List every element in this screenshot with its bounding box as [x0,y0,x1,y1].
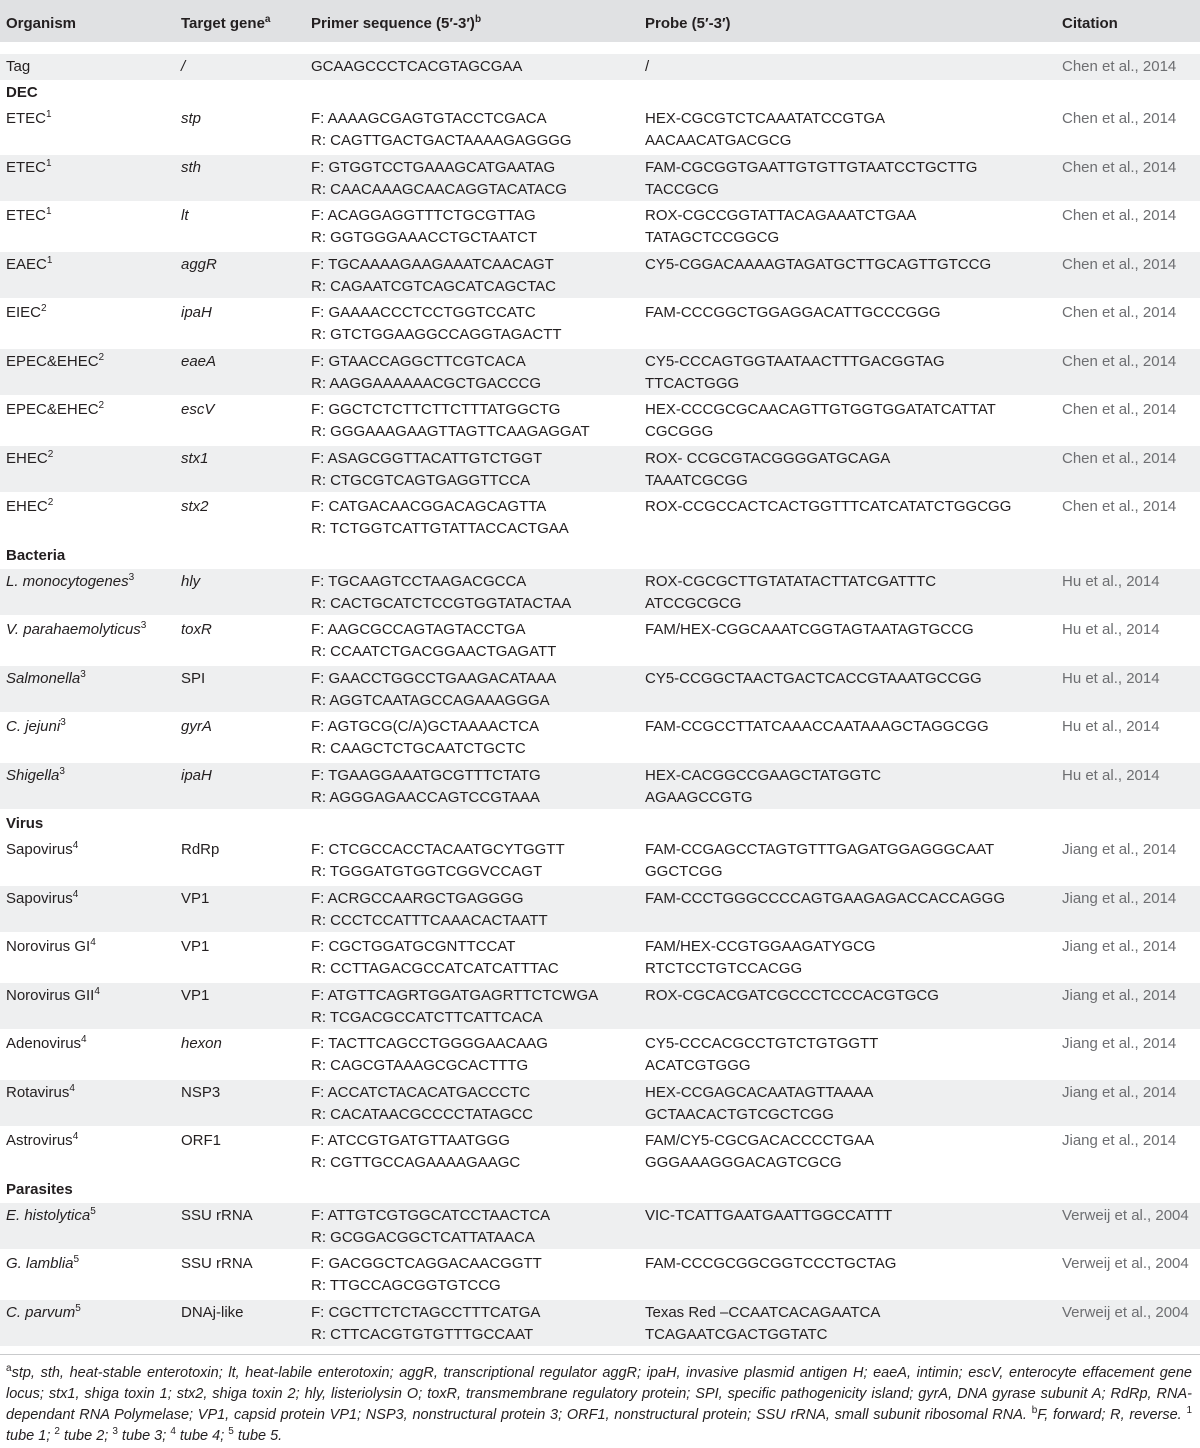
organism-cell: Norovirus GII$^4$ [6,985,100,1004]
primer-cell: F: ASAGCGGTTACATTGTCTGGT R: CTGCGTCAGTGAGGTTCCA [311,449,543,489]
table-row-tag [0,54,1200,80]
gene-cell: / [181,58,186,75]
table-row [0,155,1200,201]
probe-cell: ROX- CCGCGTACGGGGATGCAGA TAAATCGCGG [645,449,891,489]
primer-cell: GCAAGCCCTCACGTAGCGAA [311,58,523,75]
probe-cell: FAM/HEX-CGGCAAATCGGTAGTAATAGTGCCG [645,621,974,638]
table-row [0,983,1200,1029]
probe-cell: / [645,58,650,75]
organism-cell: Rotavirus$^4$ [6,1082,75,1101]
probe-cell: FAM-CCGCCTTATCAAACCAATAAAGCTAGGCGG [645,718,989,735]
gene-cell: SSU rRNA [181,1206,253,1224]
gene-cell: stx2 [181,498,209,515]
primer-cell: F: AGTGCG(C/A)GCTAAAACTCA R: CAAGCTCTGCAATCTGCTC [311,718,540,757]
organism-cell: L. monocytogenes$^3$ [6,571,135,590]
citation-cell: Chen et al., 2014 [1062,255,1177,273]
citation-cell: Jiang et al., 2014 [1062,986,1177,1004]
table-row [0,349,1200,395]
header-primer: Primer sequence $(5'-3')^b$ [311,14,482,32]
primer-cell: F: CATGACAACGGACAGCAGTTA R: TCTGGTCATTGTATTACCACTGAA [311,498,569,537]
table-row [0,714,1200,760]
primer-cell: F: ATCCGTGATGTTAATGGG R: CGTTGCCAGAAAAGAAGC [311,1132,521,1171]
citation-cell: Chen et al., 2014 [1062,498,1177,515]
primer-cell: F: AAAAGCGAGTGTACCTCGACA R: CAGTTGACTGACTAAAAGAGGGG [311,110,572,149]
probe-cell: ROX-CGCCGGTATTACAGAAATCTGAA TATAGCTCCGGCG [645,207,917,246]
probe-cell: FAM-CCCGGCTGGAGGACATTGCCCGGG [645,304,941,321]
primer-cell: F: ATGTTCAGRTGGATGAGRTTCTCWGA R: TCGACGCCATCTTCATTCACA [311,986,599,1026]
probe-cell: FAM/CY5-CGCGACACCCCTGAA GGGAAAGGGACAGTCGCG [645,1132,875,1171]
section-label: Bacteria [6,546,66,564]
header-organism: Organism [6,15,77,32]
organism-cell: ETEC$^1$ [6,206,52,224]
gene-cell: gyrA [181,718,212,735]
table-row [0,837,1200,883]
gene-cell: SSU rRNA [181,1255,253,1272]
organism-cell: Tag [6,58,31,75]
table-row [0,617,1200,663]
table-row [0,886,1200,932]
probe-cell: CY5-CGGACAAAAGTAGATGCTTGCAGTTGTCCG [645,255,992,273]
probe-cell: HEX-CCGAGCACAATAGTTAAAA GCTAACACTGTCGCTCGG [645,1083,874,1123]
primer-cell: F: ACRGCCAARGCTGAGGGG R: CCCTCCATTTCAAACACTAATT [311,889,548,929]
table-row [0,1203,1200,1249]
organism-cell: Sapovirus$^4$ [6,840,79,858]
probe-cell: VIC-TCATTGAATGAATTGGCCATTT [645,1206,893,1224]
table-footnote: $^a$stp, sth, heat-stable enterotoxin; lt, heat-labile enterotoxin; aggR, transcriptional regulator aggR; ipaH, invasive plasmid antigen H; eaeA, intimin; escV, enterocyte effacement gene locus; stx1, shiga toxin 1; stx2, shiga toxin 2; hly, listeriolysin O; toxR, transmembrane regulatory protein; SPI, specific pathogenicity island; gyrA, DNA gyrase subunit A; RdRp, RNA-dependant RNA Polymelase; VP1, capsid protein VP1; NSP3, nonstructural protein 3; ORF1, nonstructural protein; SSU rRNA, small subunit ribosomal RNA. $^b$F, forward; R, reverse. $^1$ tube 1; $^2$ tube 2; $^3$ tube 3; $^4$ tube 4; $^5$ tube 5. [6,1363,1192,1447]
probe-cell: CY5-CCCACGCCTGTCTGTGGTT ACATCGTGGG [645,1035,879,1074]
table-row [0,446,1200,492]
probe-cell: FAM-CCCGCGGCGGTCCCTGCTAG [645,1255,897,1272]
primer-cell: F: GTAACCAGGCTTCGTCACA R: AAGGAAAAAACGCTGACCCG [311,352,542,392]
citation-cell: Chen et al., 2014 [1062,352,1177,370]
primer-cell: F: TGCAAGTCCTAAGACGCCA R: CACTGCATCTCCGTGGTATACTAA [311,572,572,612]
citation-cell: Jiang et al., 2014 [1062,938,1177,955]
citation-cell: Chen et al., 2014 [1062,110,1177,127]
citation-cell: Hu et al., 2014 [1062,621,1160,638]
gene-cell: NSP3 [181,1083,221,1101]
primer-cell: F: GAACCTGGCCTGAAGACATAAA R: AGGTCAATAGCCAGAAAGGGA [311,669,557,709]
organism-cell: ETEC$^1$ [6,157,52,176]
probe-cell: CY5-CCCAGTGGTAATAACTTTGACGGTAG TTCACTGGG [645,352,945,392]
gene-cell: eaeA [181,352,217,370]
primer-cell: F: ACCATCTACACATGACCCTC R: CACATAACGCCCCTATAGCC [311,1083,533,1123]
organism-cell: EAEC$^1$ [6,254,53,273]
primer-cell: F: CTCGCCACCTACAATGCYTGGTT R: TGGGATGTGGTCGGVCCAGT [311,841,565,880]
organism-cell: EHEC$^2$ [6,497,54,515]
probe-cell: FAM-CGCGGTGAATTGTGTTGTAATCCTGCTTG TACCGCG [645,158,978,198]
gene-cell: sth [181,158,202,176]
header-target-gene: Target gene$^a$ [181,14,271,32]
primer-cell: F: CGCTTCTCTAGCCTTTCATGA R: CTTCACGTGTGTTTGCCAAT [311,1303,541,1343]
probe-cell: HEX-CACGGCCGAAGCTATGGTC AGAAGCCGTG [645,766,882,806]
table-row [0,763,1200,809]
organism-cell: EPEC&EHEC$^2$ [6,400,105,418]
organism-cell: Astrovirus$^4$ [6,1131,79,1149]
organism-cell: EIEC$^2$ [6,303,47,321]
table-row [0,494,1200,540]
citation-cell: Jiang et al., 2014 [1062,1132,1177,1149]
section-header-dec [0,80,1200,106]
organism-cell: ETEC$^1$ [6,109,52,127]
citation-cell: Verweij et al., 2004 [1062,1303,1189,1321]
table-row [0,300,1200,346]
citation-cell: Chen et al., 2014 [1062,158,1177,176]
gene-cell: toxR [181,621,212,638]
primer-cell: F: GTGGTCCTGAAAGCATGAATAG R: CAACAAAGCAACAGGTACATACG [311,158,567,198]
probe-cell: HEX-CCCGCGCAACAGTTGTGGTGGATATCATTAT CGCGGG [645,401,996,440]
primer-cell: F: GACGGCTCAGGACAACGGTT R: TTGCCAGCGGTGTCCG [311,1255,542,1294]
table-row [0,203,1200,249]
organism-cell: Shigella$^3$ [6,765,65,784]
primer-cell: F: GGCTCTCTTCTTCTTTATGGCTG R: GGGAAAGAAGTTAGTTCAAGAGGAT [311,401,590,440]
organism-cell: E. histolytica$^5$ [6,1205,96,1224]
primer-cell: F: CGCTGGATGCGNTTCCAT R: CCTTAGACGCCATCATCATTTAC [311,938,559,977]
citation-cell: Hu et al., 2014 [1062,766,1160,784]
section-header-bacteria [0,543,1200,569]
gene-cell: hexon [181,1035,222,1052]
citation-cell: Jiang et al., 2014 [1062,1035,1177,1052]
table-row [0,569,1200,615]
table-row [0,252,1200,298]
table-row [0,934,1200,980]
table-row [0,1031,1200,1077]
citation-cell: Hu et al., 2014 [1062,572,1160,590]
organism-cell: EHEC$^2$ [6,448,54,467]
gene-cell: lt [181,207,189,224]
gene-cell: DNAj-like [181,1303,244,1321]
footnote-divider [0,1354,1200,1355]
table-row [0,666,1200,712]
probe-cell: ROX-CGCACGATCGCCCTCCCACGTGCG [645,986,939,1004]
organism-cell: EPEC&EHEC$^2$ [6,351,105,370]
citation-cell: Hu et al., 2014 [1062,718,1160,735]
gene-cell: stp [181,110,202,127]
gene-cell: stx1 [181,449,209,467]
primer-cell: F: TACTTCAGCCTGGGGAACAAG R: CAGCGTAAAGCGCACTTTG [311,1035,548,1074]
table-row [0,1251,1200,1297]
organism-cell: C. jejuni$^3$ [6,717,66,735]
gene-cell: VP1 [181,889,210,907]
citation-cell: Jiang et al., 2014 [1062,889,1177,907]
gene-cell: hly [181,572,201,590]
section-label: Parasites [6,1180,73,1198]
table-row [0,1128,1200,1174]
probe-cell: Texas Red –CCAATCACAGAATCA TCAGAATCGACTGGTATC [645,1303,881,1343]
gene-cell: ipaH [181,304,212,321]
table-row [0,397,1200,443]
gene-cell: escV [181,401,215,418]
gene-cell: VP1 [181,938,210,955]
organism-cell: Salmonella$^3$ [6,668,86,687]
section-label: Virus [6,815,44,832]
probe-cell: ROX-CGCGCTTGTATATACTTATCGATTTC ATCCGCGCG [645,572,937,612]
citation-cell: Verweij et al., 2004 [1062,1206,1189,1224]
probe-cell: FAM-CCGAGCCTAGTGTTTGAGATGGAGGGCAAT GGCTCGG [645,841,995,880]
primer-cell: F: ATTGTCGTGGCATCCTAACTCA R: GCGGACGGCTCATTATAACA [311,1206,551,1246]
organism-cell: C. parvum$^5$ [6,1302,81,1321]
header-citation: Citation [1062,15,1118,32]
primer-cell: F: TGAAGGAAATGCGTTTCTATG R: AGGGAGAACCAGTCCGTAAA [311,766,541,806]
gene-cell: VP1 [181,986,210,1004]
table-row [0,1080,1200,1126]
gene-cell: ipaH [181,766,212,784]
citation-cell: Jiang et al., 2014 [1062,841,1177,858]
gene-cell: ORF1 [181,1132,222,1149]
table-row [0,106,1200,152]
organism-cell: G. lamblia$^5$ [6,1254,80,1272]
citation-cell: Chen et al., 2014 [1062,449,1177,467]
table-header [0,0,1200,42]
gene-cell: aggR [181,255,217,273]
citation-cell: Chen et al., 2014 [1062,401,1177,418]
table-row [0,1300,1200,1346]
organism-cell: Sapovirus$^4$ [6,888,79,907]
section-header-virus [0,811,1200,837]
gene-cell: SPI [181,669,206,687]
citation-cell: Chen et al., 2014 [1062,207,1177,224]
probe-cell: CY5-CCGGCTAACTGACTCACCGTAAATGCCGG [645,669,982,687]
section-header-parasites [0,1177,1200,1203]
primer-cell: F: GAAAACCCTCCTGGTCCATC R: GTCTGGAAGGCCAGGTAGACTT [311,304,562,343]
probe-cell: HEX-CGCGTCTCAAATATCCGTGA AACAACATGACGCG [645,110,885,149]
citation-cell: Chen et al., 2014 [1062,58,1177,75]
citation-cell: Hu et al., 2014 [1062,669,1160,687]
primer-cell: F: TGCAAAAGAAGAAATCAACAGT R: CAGAATCGTCAGCATCAGCTAC [311,255,557,295]
primer-cell: F: ACAGGAGGTTTCTGCGTTAG R: GGTGGGAAACCTGCTAATCT [311,207,538,246]
citation-cell: Chen et al., 2014 [1062,304,1177,321]
header-probe: Probe (5′-3′) [645,15,731,32]
citation-cell: Verweij et al., 2004 [1062,1255,1189,1272]
citation-cell: Jiang et al., 2014 [1062,1083,1177,1101]
primer-cell: F: AAGCGCCAGTAGTACCTGA R: CCAATCTGACGGAACTGAGATT [311,621,557,660]
organism-cell: Norovirus $GI^4$ [6,937,96,955]
probe-cell: FAM/HEX-CCGTGGAAGATYGCG RTCTCCTGTCCACGG [645,938,876,977]
section-label: DEC [6,84,38,101]
organism-cell: V. parahaemolyticus$^3$ [6,620,147,638]
probe-cell: FAM-CCCTGGGCCCCAGTGAAGAGACCACCAGGG [645,889,1006,907]
gene-cell: RdRp [181,841,220,858]
organism-cell: Adenovirus$^4$ [6,1034,87,1052]
probe-cell: ROX-CCGCCACTCACTGGTTTCATCATATCTGGCGG [645,498,1012,515]
